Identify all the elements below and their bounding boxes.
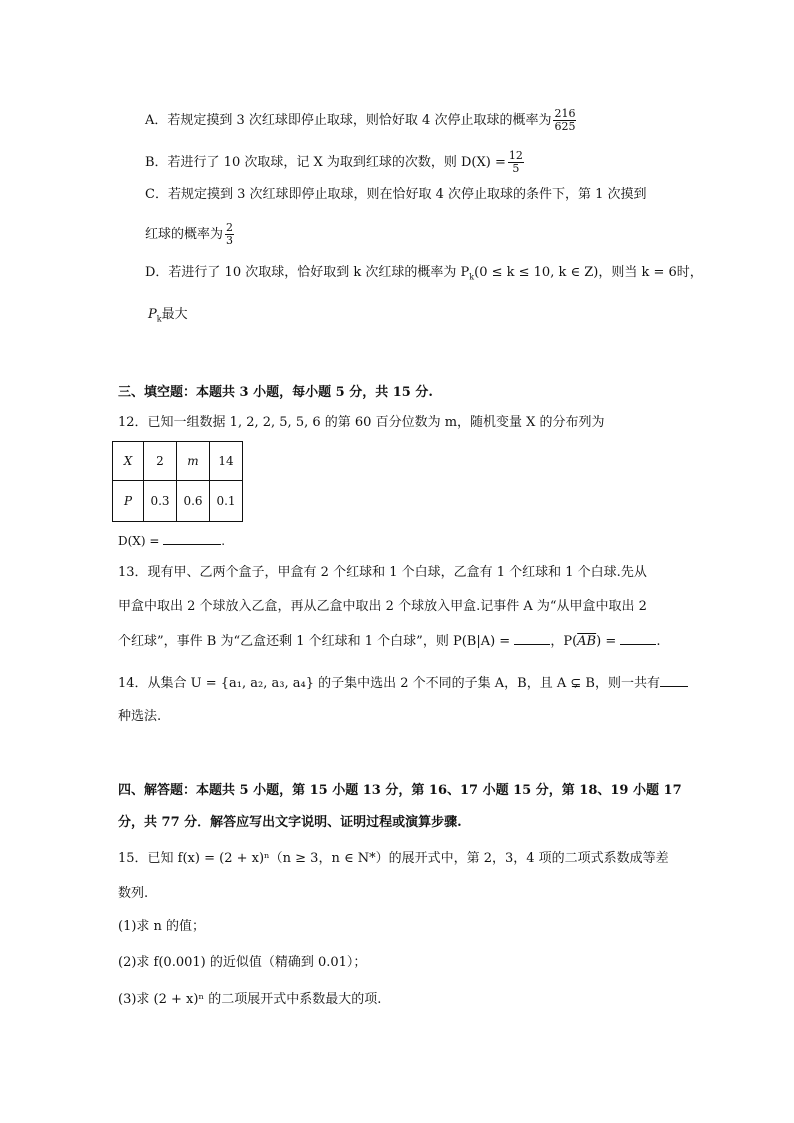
q11-option-c-line1 [145, 186, 647, 204]
q14-line2: 种选法. [118, 709, 162, 724]
table-cell: P [113, 481, 144, 522]
q11-option-a-fraction [553, 108, 576, 133]
section4-heading-line1: 四、解答题：本题共 5 小题，第 15 小题 13 分，第 16、17 小题 15 分，第 18、19 小题 17 [118, 783, 682, 798]
q13-line1: 13．现有甲、乙两个盒子，甲盒有 2 个红球和 1 个白球，乙盒有 1 个红球和 1 个白球.先从 [118, 565, 647, 580]
table-cell: m [177, 442, 210, 481]
q13-line3-text: 个红球”，事件 B 为“乙盒还剩 1 个红球和 1 个白球”，则 P(B|A) = [118, 634, 511, 649]
fraction-numerator: 216 [554, 107, 576, 120]
answer-blank[interactable] [514, 632, 550, 645]
q11-option-a-text: A．若规定摸到 3 次红球即停止取球，则恰好取 4 次停止取球的概率为 [145, 113, 552, 128]
distribution-table [112, 441, 243, 522]
table-cell: X [113, 442, 144, 481]
q14-text: 14．从集合 U = {a₁, a₂, a₃, a₄} 的子集中选出 2 个不同的子集 A，B，且 A ⊊ B，则一共有 [118, 676, 660, 691]
pk-symbol: P [148, 307, 157, 322]
q11-option-d-line1 [145, 264, 703, 287]
table-cell: 2 [144, 442, 177, 481]
answer-blank[interactable] [163, 532, 221, 545]
table-cell: 0.6 [177, 481, 210, 522]
answer-blank[interactable] [660, 674, 688, 687]
table-cell: 0.1 [210, 481, 243, 522]
fraction-numerator: 2 [226, 221, 234, 234]
section4-heading-line2: 分，共 77 分．解答应写出文字说明、证明过程或演算步骤. [118, 815, 462, 830]
q13-line2: 甲盒中取出 2 个球放入乙盒，再从乙盒中取出 2 个球放入甲盒.记事件 A 为“从甲盒中取出 2 [118, 599, 647, 614]
q11-option-c-text: C．若规定摸到 3 次红球即停止取球，则在恰好取 4 次停止取球的条件下，第 1 次摸到 [145, 187, 647, 202]
fraction-denominator: 3 [226, 234, 234, 247]
q11-option-d-line2 [148, 306, 188, 329]
q11-option-d-text: D．若进行了 10 次取球，恰好取到 k 次红球的概率为 P [145, 265, 470, 280]
q11-option-a [145, 108, 578, 133]
q11-option-b-text: B．若进行了 10 次取球，记 X 为取到红球的次数，则 D(X) = [145, 155, 506, 170]
q15-line2: 数列. [118, 886, 149, 901]
q15-line1: 15．已知 f(x) = (2 + x)ⁿ（n ≥ 3，n ∈ N*）的展开式中，第 2，3，4 项的二项式系数成等差 [118, 851, 669, 866]
q15-part2: (2)求 f(0.001) 的近似值（精确到 0.01）； [118, 955, 367, 970]
answer-blank[interactable] [620, 632, 656, 645]
complement-event: $\overline{AB}$ [577, 634, 597, 649]
fraction-denominator: 625 [554, 120, 576, 133]
q11-option-b-fraction [508, 150, 524, 175]
q11-option-b [145, 150, 526, 175]
q15-part3: (3)求 (2 + x)ⁿ 的二项展开式中系数最大的项. [118, 992, 382, 1007]
table-row [113, 481, 243, 522]
q11-option-d-text-b: (0 ≤ k ≤ 10, k ∈ Z)，则当 k = 6时， [474, 265, 703, 280]
fraction-numerator: 12 [508, 149, 523, 162]
section3-heading: 三、填空题：本题共 3 小题，每小题 5 分，共 15 分. [118, 385, 433, 400]
subscript: k [156, 314, 162, 324]
q11-option-c-line2 [145, 222, 236, 247]
q15-part1: (1)求 n 的值； [118, 919, 206, 934]
fraction-denominator: 5 [512, 162, 520, 175]
subscript: k [469, 272, 475, 282]
table-row [113, 442, 243, 481]
table-cell: 14 [210, 442, 243, 481]
q12-answer: D(X) = . [118, 534, 226, 548]
q11-option-c-text2: 红球的概率为 [145, 227, 224, 242]
q13-line3-text-d: ) = [596, 634, 617, 649]
q11-option-d-text2: 最大 [161, 307, 188, 322]
q12-text: 12．已知一组数据 1, 2, 2, 5, 5, 6 的第 60 百分位数为 m，随机变量 X 的分布列为 [118, 415, 605, 430]
q13-line3: 个红球”，事件 B 为“乙盒还剩 1 个红球和 1 个白球”，则 P(B|A) = ，$P(\overline{AB})$ = . [118, 634, 661, 649]
q11-option-c-fraction [225, 222, 234, 247]
q12-answer-prefix: D(X) = [118, 534, 160, 548]
q14-line1 [118, 674, 688, 693]
q13-line3-text-b: ，P( [550, 634, 578, 649]
table-cell: 0.3 [144, 481, 177, 522]
